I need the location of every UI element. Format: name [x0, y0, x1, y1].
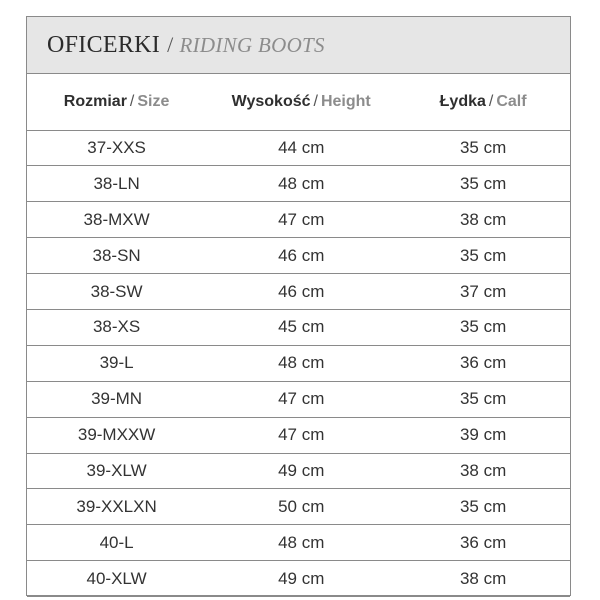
cell-size: 40-XLW	[27, 561, 206, 597]
table-row	[27, 274, 570, 310]
cell-calf: 38 cm	[396, 453, 570, 489]
cell-height: 48 cm	[206, 525, 396, 561]
cell-calf: 39 cm	[396, 417, 570, 453]
cell-size: 38-SW	[27, 274, 206, 310]
cell-size: 39-L	[27, 345, 206, 381]
column-header-pl: Rozmiar	[63, 92, 127, 110]
cell-calf: 36 cm	[396, 345, 570, 381]
cell-calf: 37 cm	[396, 274, 570, 310]
cell-calf: 35 cm	[396, 489, 570, 525]
table-row	[27, 202, 570, 238]
table-row	[27, 489, 570, 525]
cell-calf: 38 cm	[396, 202, 570, 238]
column-header-pl: Łydka	[439, 92, 486, 110]
table-row	[27, 525, 570, 561]
chart-title-bar	[27, 16, 570, 74]
column-header-calf	[396, 74, 570, 130]
cell-calf: 35 cm	[396, 130, 570, 166]
cell-height: 46 cm	[206, 274, 396, 310]
cell-calf: 36 cm	[396, 525, 570, 561]
cell-calf: 35 cm	[396, 166, 570, 202]
cell-height: 46 cm	[206, 238, 396, 274]
cell-height: 49 cm	[206, 453, 396, 489]
cell-height: 47 cm	[206, 417, 396, 453]
column-header-pl: Wysokość	[231, 92, 311, 110]
cell-height: 48 cm	[206, 345, 396, 381]
cell-height: 47 cm	[206, 381, 396, 417]
cell-size: 38-MXW	[27, 202, 206, 238]
cell-size: 39-MN	[27, 381, 206, 417]
table-row	[27, 561, 570, 597]
table-header	[27, 74, 570, 130]
table-row	[27, 166, 570, 202]
cell-height: 48 cm	[206, 166, 396, 202]
cell-calf: 35 cm	[396, 238, 570, 274]
column-header-size	[27, 74, 206, 130]
cell-height: 47 cm	[206, 202, 396, 238]
cell-calf: 35 cm	[396, 381, 570, 417]
cell-height: 44 cm	[206, 130, 396, 166]
column-header-en: Size	[137, 92, 170, 110]
cell-height: 50 cm	[206, 489, 396, 525]
size-chart	[26, 16, 571, 596]
size-table	[27, 74, 570, 597]
header-row	[27, 74, 570, 130]
table-row	[27, 345, 570, 381]
cell-size: 40-L	[27, 525, 206, 561]
cell-size: 39-MXXW	[27, 417, 206, 453]
chart-title-main: OFICERKI	[47, 31, 161, 58]
table-row	[27, 309, 570, 345]
cell-calf: 38 cm	[396, 561, 570, 597]
cell-height: 49 cm	[206, 561, 396, 597]
column-header-en: Calf	[496, 92, 527, 110]
chart-title-sub: RIDING BOOTS	[179, 32, 325, 57]
cell-height: 45 cm	[206, 309, 396, 345]
cell-calf: 35 cm	[396, 309, 570, 345]
cell-size: 38-LN	[27, 166, 206, 202]
cell-size: 39-XXLXN	[27, 489, 206, 525]
cell-size: 38-XS	[27, 309, 206, 345]
column-header-height	[206, 74, 396, 130]
table-body	[27, 130, 570, 597]
table-row	[27, 381, 570, 417]
column-header-sep: /	[129, 92, 135, 110]
cell-size: 38-SN	[27, 238, 206, 274]
cell-size: 37-XXS	[27, 130, 206, 166]
table-row	[27, 417, 570, 453]
chart-title-separator: /	[167, 32, 174, 57]
table-row	[27, 238, 570, 274]
column-header-en: Height	[320, 92, 371, 110]
table-row	[27, 453, 570, 489]
column-header-sep: /	[313, 92, 318, 110]
cell-size: 39-XLW	[27, 453, 206, 489]
column-header-sep: /	[488, 92, 494, 110]
table-row	[27, 130, 570, 166]
